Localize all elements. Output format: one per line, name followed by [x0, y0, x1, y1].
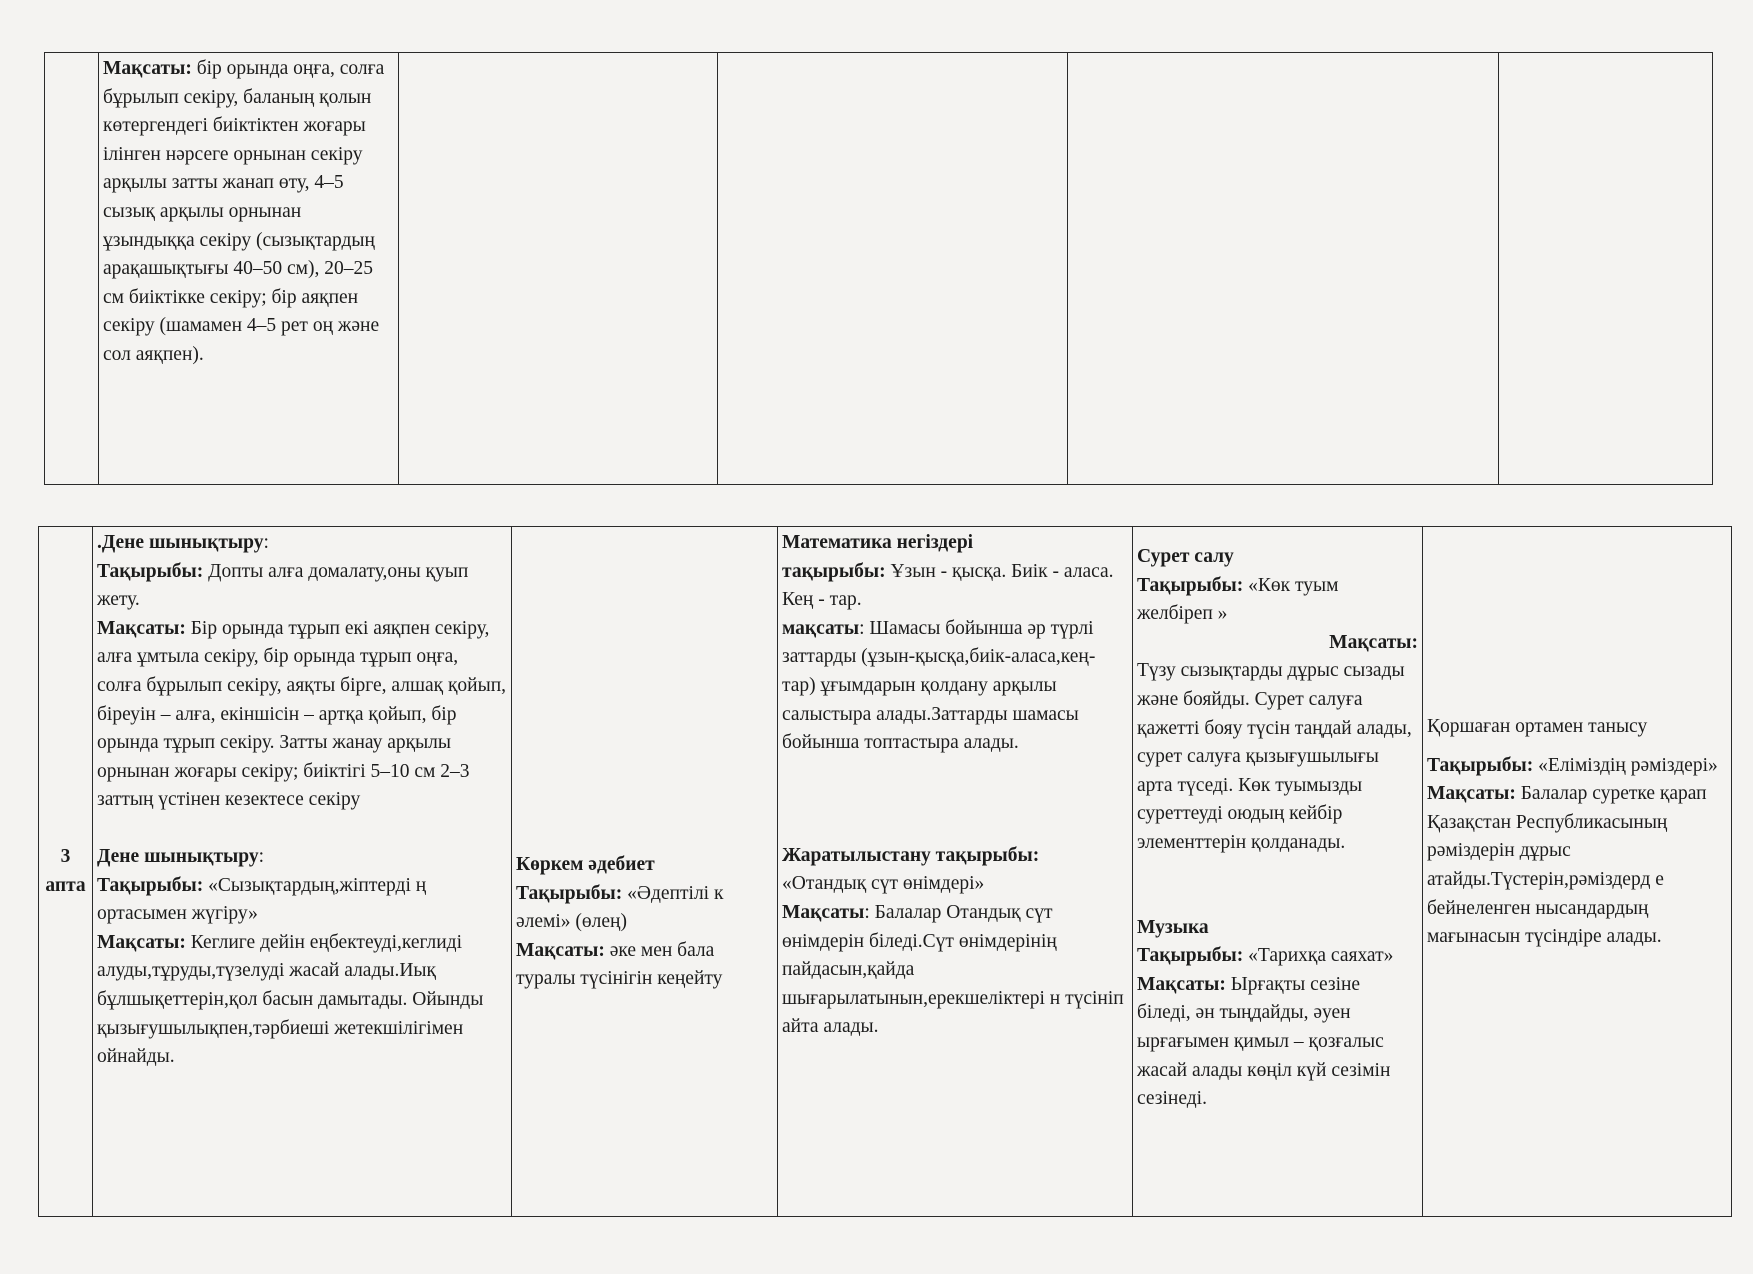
art-title: Сурет салу — [1137, 546, 1234, 567]
nature-title: Жаратылыстану тақырыбы: — [782, 844, 1040, 866]
environment-cell — [1423, 527, 1732, 1217]
empty-cell — [1499, 53, 1713, 485]
math-goal-label: мақсаты — [782, 617, 860, 639]
nature-goal: : Балалар Отандық сүт өнімдерін біледі.Сүт өнімдерінің пайдасын,қайда шығарылатынын,ерекшеліктері н түсініп айта алады. — [782, 901, 1124, 1038]
environment-title: Қоршаған ортамен танысу — [1427, 716, 1648, 737]
literature-topic: «Әдептілі к әлемі» (өлең) — [516, 882, 724, 933]
math-goal: : Шамасы бойынша әр түрлі заттарды (ұзын-қысқа,биік-аласа,кең-тар) ұғымдарын қолдану арқылы салыстыра алады.Заттарды шамасы бойынша топтастыра алады. — [782, 617, 1096, 754]
week-label-cell — [39, 527, 93, 1217]
physical-education-cell — [93, 527, 512, 1217]
music-topic-label: Тақырыбы: — [1137, 945, 1244, 967]
pe-goal-label-1: Мақсаты: — [97, 617, 186, 639]
literature-goal: әке мен бала туралы түсінігін кеңейту — [516, 939, 723, 990]
pe-title-1: .Дене шынықтыру — [97, 532, 264, 553]
music-title: Музыка — [1137, 916, 1209, 938]
music-topic: «Тарихқа саяхат» — [1243, 945, 1394, 967]
week-label: 3 апта — [45, 845, 86, 896]
spacer — [1137, 858, 1418, 914]
music-goal-label: Мақсаты: — [1137, 973, 1226, 995]
environment-topic: «Еліміздің рәміздері» — [1533, 754, 1718, 776]
pe-title-2-suffix: : — [258, 845, 265, 867]
spacer — [782, 758, 1128, 842]
pe-goal-1: Бір орында тұрып екі аяқпен секіру, алға ұмтыла секіру, бір орында тұрып оңға, солға бұрылып секіру, аяқты бірге, алшақ қойып, біреуін – алға, екіншісін – артқа қойып, бір орында тұрып секіру. Затты жанау арқылы орнынан жоғары секіру; биіктігі 5–10 см 2–3 заттың үстінен кезектесе секіру — [97, 617, 507, 811]
art-topic: «Көк туым желбіреп » — [1137, 574, 1339, 625]
math-title: Математика негіздері — [782, 532, 974, 553]
nature-goal-label: Мақсаты — [782, 901, 865, 923]
week-cell-empty — [45, 53, 99, 485]
math-nature-cell — [778, 527, 1133, 1217]
plan-table-top — [44, 52, 1713, 485]
math-topic-label: тақырыбы: — [782, 560, 886, 582]
empty-cell — [1068, 53, 1499, 485]
art-music-cell — [1133, 527, 1423, 1217]
pe-goal-label-2: Мақсаты: — [97, 931, 186, 953]
environment-goal-label: Мақсаты: — [1427, 783, 1516, 805]
spacer — [97, 815, 507, 843]
art-topic-label: Тақырыбы: — [1137, 574, 1244, 596]
empty-cell — [399, 53, 718, 485]
pe-goal-2: Кеглиге дейін еңбектеуді,кеглиді алуды,тұруды,түзелуді жасай алады.Иық бұлшықеттерін,қол басын дамытады. Ойынды қызығушылықпен,тәрбиеші жетекшілігімен ойнайды. — [97, 931, 484, 1068]
pe-topic-label-1: Тақырыбы: — [97, 560, 204, 582]
pe-title-1-suffix: : — [263, 532, 269, 553]
goal-label: Мақсаты: — [103, 58, 192, 79]
goal-text: бір орында оңға, солға бұрылып секіру, баланың қолын көтергендегі биіктіктен жоғары ілінген нәрсеге орнынан секіру арқылы затты жанап өту, 4–5 сызық арқылы орнынан ұзындыққа секіру (сызықтардың арақашықтығы 40–50 см), 20–25 см биіктікке секіру; бір аяқпен секіру (шамамен 4–5 рет оң және сол аяқпен). — [103, 58, 385, 365]
physical-goal-cell — [99, 53, 399, 485]
environment-goal: Балалар суретке қарап Қазақстан Республикасының рәміздерін дұрыс атайды.Түстерін,рәміздерд е бейнеленген нысандардың мағынасын түсіндіре алады. — [1427, 783, 1707, 948]
empty-cell — [718, 53, 1068, 485]
pe-topic-2: «Сызықтардың,жіптерді ң ортасымен жүгіру» — [97, 874, 427, 925]
literature-cell — [512, 527, 778, 1217]
art-goal-label: Мақсаты: — [1329, 631, 1418, 653]
math-topic: Ұзын - қысқа. Биік - аласа. Кең - тар. — [782, 560, 1114, 611]
environment-topic-label: Тақырыбы: — [1427, 754, 1534, 776]
pe-title-2: Дене шынықтыру — [97, 845, 259, 867]
pe-topic-1: Допты алға домалату,оны қуып жету. — [97, 560, 469, 611]
pe-topic-label-2: Тақырыбы: — [97, 874, 204, 896]
music-goal: Ырғақты сезіне біледі, ән тыңдайды, әуен ырғағымен қимыл – қозғалыс жасай алады көңіл күй сезімін сезінеді. — [1137, 973, 1391, 1110]
literature-topic-label: Тақырыбы: — [516, 882, 623, 904]
literature-title: Көркем әдебиет — [516, 854, 655, 875]
nature-topic: «Отандық сүт өнімдері» — [782, 873, 985, 895]
literature-goal-label: Мақсаты: — [516, 939, 605, 961]
plan-table-week-3 — [38, 526, 1732, 1217]
art-goal: Түзу сызықтарды дұрыс сызады және бояйды. Сурет салуға қажетті бояу түсін таңдай алады, сурет салуға қызығушылығы арта түседі. Көк туымызды суреттеуді оюдың кейбір элементтерін қолданады. — [1137, 660, 1412, 853]
